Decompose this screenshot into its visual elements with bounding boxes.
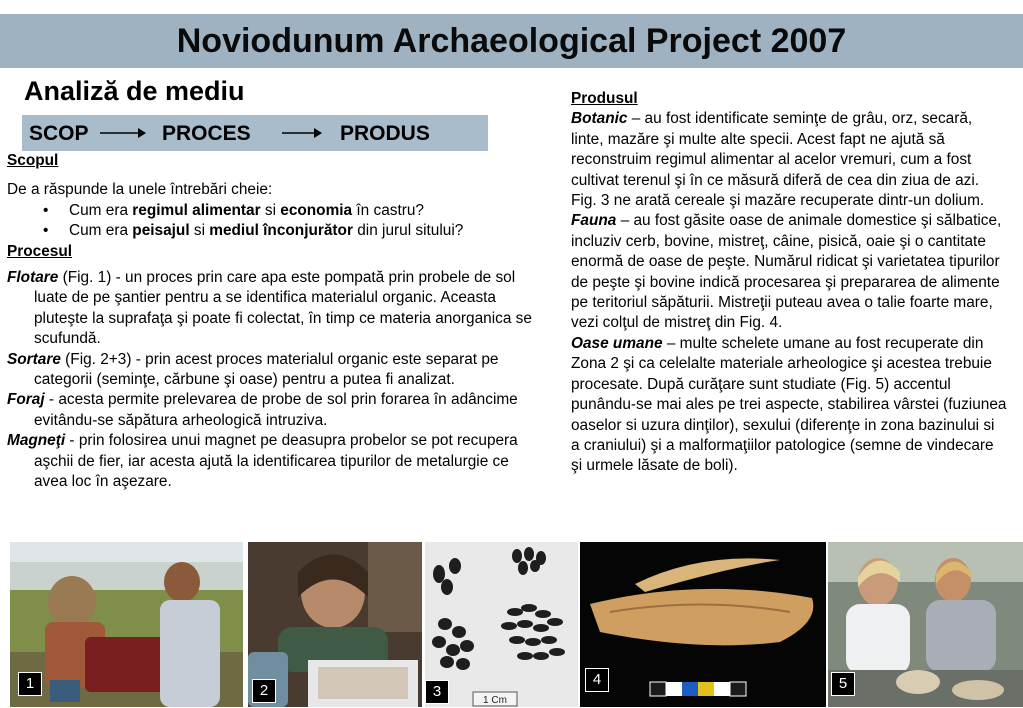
right-column xyxy=(571,89,1007,477)
process-item: Foraj - acesta permite prelevarea de probe de sol prin forarea în adâncime evitându-se săpătura arheologică intruziva. xyxy=(7,391,518,429)
photo-strip xyxy=(0,540,1023,708)
page-title: Noviodunum Archaeological Project 2007 xyxy=(176,22,847,60)
photo-tusks xyxy=(580,542,826,707)
process-item: Magneţi - prin folosirea unui magnet pe deasupra probelor se pot recupera aşchii de fier, iar acesta ajută la identificarea tipurilor de metalurgie ce avea loc în aşezare. xyxy=(7,432,518,491)
photo-sorting xyxy=(248,542,422,707)
question-bullet: • Cum era peisajul si mediul înconjurător din jurul sitului? xyxy=(7,221,537,241)
left-column xyxy=(7,151,537,493)
figure-number-badge: 2 xyxy=(252,679,276,703)
key-term: peisajul xyxy=(132,222,190,240)
produs-heading: Produsul xyxy=(571,90,638,107)
scale-bar-label: 1 Cm xyxy=(483,695,507,706)
key-term: regimul alimentar xyxy=(132,201,261,219)
photo-bones-image xyxy=(828,542,1023,707)
figure-number-badge: 1 xyxy=(18,672,42,696)
key-term: mediul înconjurător xyxy=(209,222,353,240)
figure-number-badge: 3 xyxy=(425,680,449,704)
photo-tusks-image xyxy=(580,542,826,707)
question-bullet: • Cum era regimul alimentar si economia în castru? xyxy=(7,201,537,221)
product-item: Fauna – au fost găsite oase de animale domestice şi sălbatice, incluziv cerb, bovine, mistreţ, câine, pisică, oaie şi o cantitate enormă de oase de peşte. Numărul ridicat şi varietatea tipurilor de peşte şi bovine indică procesarea şi prepararea de alimente pe teritoriul săpăturii. Mistreţii puteau avea o talie foarte mare, vezi colţul de mistreţ din Fig. 4. xyxy=(571,212,1002,332)
flow-step-produs: PRODUS xyxy=(340,122,430,145)
figure-number-badge: 5 xyxy=(831,672,855,696)
photo-flotation-image xyxy=(10,542,243,707)
flow-diagram xyxy=(22,115,488,151)
product-item: Botanic – au fost identificate seminţe de grâu, orz, secară, linte, mazăre şi multe alte specii. Acest fapt ne ajută să reconstruim regimul alimentar al acelor vremuri, cum a fost cultivat terenul şi în ce măsură diferă de cea din ziua de azi. Fig. 3 ne arată cereale şi mazăre recuperate dintr-un dolium. xyxy=(571,110,985,210)
arrow-right-icon xyxy=(282,126,322,140)
key-term: economia xyxy=(280,201,353,219)
photo-seeds xyxy=(425,542,578,707)
section-subtitle: Analiză de mediu xyxy=(24,76,245,106)
figure-number-badge: 4 xyxy=(585,668,609,692)
flow-step-scop: SCOP xyxy=(29,122,89,145)
photo-flotation xyxy=(10,542,243,707)
scop-intro: De a răspunde la unele întrebări cheie: xyxy=(7,181,273,199)
process-item: Sortare (Fig. 2+3) - prin acest proces materialul organic este separat pe categorii (seminţe, cărbune şi oase) pentru a putea fi analizat. xyxy=(7,350,499,389)
flow-step-proces: PROCES xyxy=(162,122,251,145)
product-item: Oase umane – multe schelete umane au fost recuperate din Zona 2 şi ca celelalte materiale arheologice şi acestea trebuie procesate. După curăţare sunt studiate (Fig. 5) accentul punându-se mai ales pe trei aspecte, stabilirea vârstei (fuziunea oaselor si uzura dinţilor), sexului (diferenţe in zona bazinului si a craniului) şi a malformaţiilor patologice (semne de vindecare şi urmele lăsate de boli). xyxy=(571,334,1007,475)
proces-heading: Procesul xyxy=(7,242,73,260)
photo-bones xyxy=(828,542,1023,707)
arrow-right-icon xyxy=(100,126,146,140)
scop-heading: Scopul xyxy=(7,152,59,169)
process-item: Flotare (Fig. 1) - un proces prin care apa este pompată prin probele de sol luate de pe şantier pentru a se identifica materialul organic. Aceasta pluteşte la suprafaţa şi poate fi colectat, în timp ce materia anorganica se scufundă. xyxy=(7,269,532,348)
